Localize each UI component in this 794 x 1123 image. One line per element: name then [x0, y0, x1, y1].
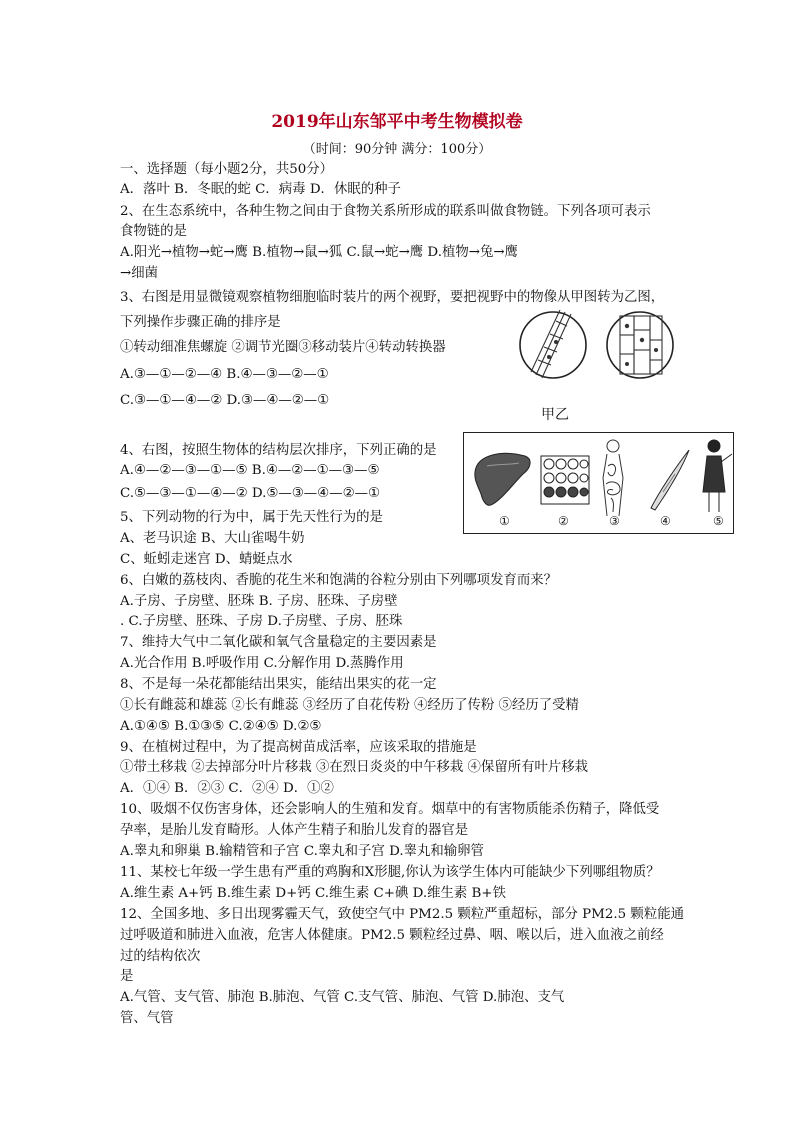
question-line: A.维生素 A+钙 B.维生素 D+钙 C.维生素 C+碘 D.维生素 B+铁	[120, 886, 506, 901]
figure-4-label-1: ①	[499, 514, 510, 528]
question-line: A.光合作用 B.呼吸作用 C.分解作用 D.蒸腾作用	[120, 656, 404, 671]
question-line: 11、某校七年级一学生患有严重的鸡胸和X形腿,你认为该学生体内可能缺少下列哪组物质？	[120, 865, 660, 880]
question-line: 12、全国多地、多日出现雾霾天气，致使空气中 PM2.5 颗粒严重超标，部分 PM2.5 颗粒能通	[120, 907, 684, 922]
question-line: 是	[120, 969, 134, 984]
exam-info: （时间：90分钟 满分：100分）	[302, 142, 492, 157]
question-line: A.③—①—②—④ B.④—③—②—①	[120, 367, 329, 382]
question-line: A.④—②—③—①—⑤ B.④—②—①—③—⑤	[120, 463, 380, 478]
question-line: 2、在生态系统中，各种生物之间由于食物关系所形成的联系叫做食物链。下列各项可表示	[120, 204, 651, 219]
question-line: 下列操作步骤正确的排序是	[120, 315, 281, 330]
question-line: 10、吸烟不仅伤害身体，还会影响人的生殖和发育。烟草中的有害物质能杀伤精子，降低受	[120, 802, 660, 817]
question-line: C.③—①—④—② D.③—④—②—①	[120, 393, 330, 408]
page-title: 2019年山东邹平中考生物模拟卷	[271, 112, 523, 132]
question-line: 3、右图是用显微镜观察植物细胞临时装片的两个视野，要把视野中的物像从甲图转为乙图，	[120, 290, 665, 305]
question-line: 7、维持大气中二氧化碳和氧气含量稳定的主要因素是	[120, 635, 437, 650]
figure-3-label: 甲乙	[541, 407, 569, 423]
microscope-views-figure	[516, 302, 676, 392]
figure-4-label-4: ④	[660, 514, 671, 528]
question-line: →细菌	[120, 266, 159, 281]
question-line: 6、白嫩的荔枝肉、香脆的花生米和饱满的谷粒分别由下列哪项发育而来？	[120, 573, 558, 588]
question-line: 孕率，是胎儿发育畸形。人体产生精子和胎儿发育的器官是	[120, 823, 469, 838]
question-line: A．①④ B．②③ C．②④ D．①②	[120, 781, 334, 796]
question-line: A.气管、支气管、肺泡 B.肺泡、气管 C.支气管、肺泡、气管 D.肺泡、支气	[120, 990, 565, 1005]
tissue-drawing	[541, 456, 589, 504]
question-line: 5、下列动物的行为中，属于先天性行为的是	[120, 510, 383, 525]
question-line: 过呼吸道和肺进入血液，危害人体健康。PM2.5 颗粒经过鼻、咽、喉以后，进入血液之前经	[120, 928, 664, 943]
question-line: A、老马识途 B、大山雀喝牛奶	[120, 531, 305, 546]
figure-4-label-5: ⑤	[713, 514, 724, 528]
section-heading: 一、选择题（每小题2分，共50分）	[120, 162, 334, 177]
question-line: 过的结构依次	[120, 949, 201, 964]
question-line: . C.子房壁、胚珠、子房 D.子房壁、子房、胚珠	[120, 614, 403, 629]
question-line: ①转动细准焦螺旋 ②调节光圈③移动装片④转动转换器	[120, 340, 446, 355]
question-line: A.①④⑤ B.①③⑤ C.②④⑤ D.②⑤	[120, 719, 322, 734]
question-line: ①带土移栽 ②去掉部分叶片移栽 ③在烈日炎炎的中午移栽 ④保留所有叶片移栽	[120, 760, 589, 775]
question-line: A.子房、子房壁、胚珠 B. 子房、胚珠、子房壁	[120, 594, 398, 609]
question-line: C、蚯蚓走迷宫 D、蜻蜓点水	[120, 552, 293, 567]
question-line: 管、气管	[120, 1011, 174, 1026]
question-line: A.睾丸和卵巢 B.输精管和子宫 C.睾丸和子宫 D.睾丸和输卵管	[120, 844, 484, 859]
question-line: 食物链的是	[120, 224, 187, 239]
figure-4-label-3: ③	[609, 514, 620, 528]
question-line: ①长有雌蕊和雄蕊 ②长有雌蕊 ③经历了自花传粉 ④经历了传粉 ⑤经历了受精	[120, 698, 579, 713]
question-line: 9、在植树过程中，为了提高树苗成活率，应该采取的措施是	[120, 740, 477, 755]
question-line: 8、不是每一朵花都能结出果实，能结出果实的花一定	[120, 677, 437, 692]
figure-4-label-2: ②	[558, 514, 569, 528]
question-line: C.⑤—③—①—④—② D.⑤—③—④—②—①	[120, 486, 380, 501]
question-line: 4、右图，按照生物体的结构层次排序，下列正确的是	[120, 443, 437, 458]
question-line: A．落叶 B．冬眠的蛇 C．病毒 D．休眠的种子	[120, 182, 401, 197]
question-line: A.阳光→植物→蛇→鹰 B.植物→鼠→狐 C.鼠→蛇→鹰 D.植物→兔→鹰	[120, 245, 518, 260]
